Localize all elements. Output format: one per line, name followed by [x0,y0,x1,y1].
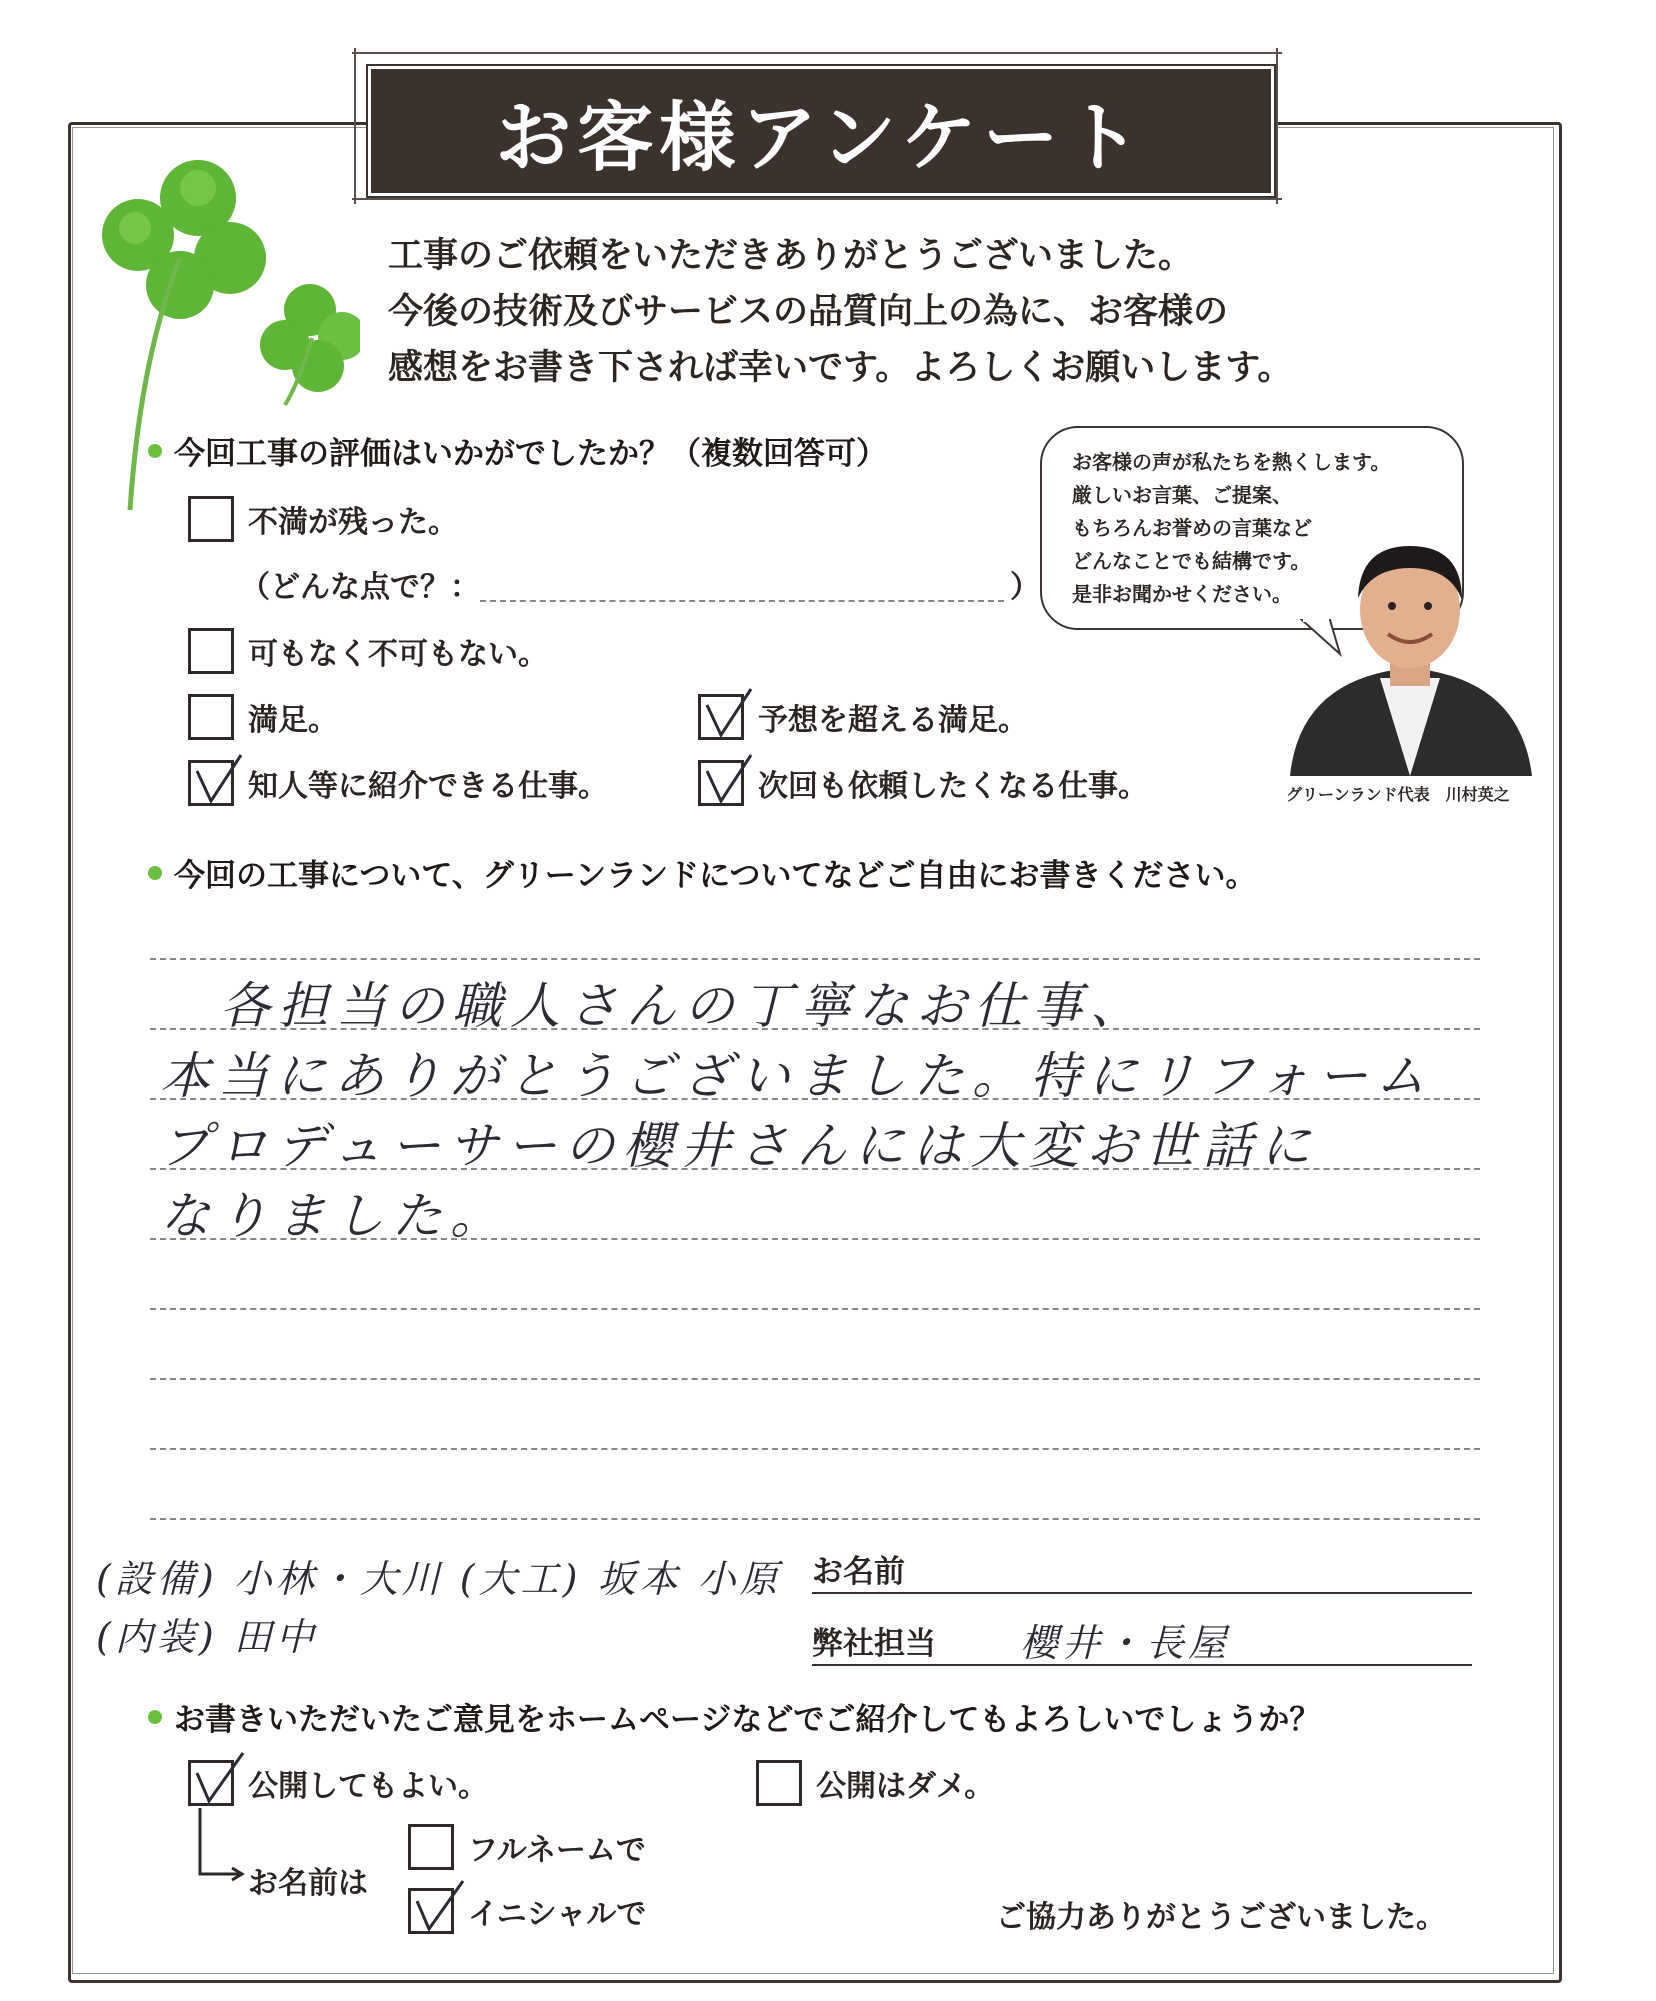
check-mark-icon [699,749,755,809]
handwritten-comment-line: 各担当の職人さんの丁寧なお仕事、 [220,977,1148,1035]
banner-sketch-line [352,52,1282,54]
handwritten-comment-line: なりました。 [160,1187,508,1245]
option-recommend[interactable] [188,760,608,806]
option-label: 次回も依頼したくなる仕事。 [758,769,1148,804]
speech-line: どんなことでも結構です。 [1072,549,1311,573]
option-label: 公開はダメ。 [816,1769,995,1804]
option-publish-ng[interactable] [756,1760,994,1806]
bullet-icon [148,1710,162,1724]
comment-line [150,1448,1480,1450]
checkbox-beyond[interactable] [698,694,744,740]
checkbox-publish-ok[interactable] [188,1760,234,1806]
name-is-text: お名前は [248,1866,368,1901]
handwritten-comment-line: プロデューサーの櫻井さんには大変お世話に [160,1117,1319,1175]
check-mark-icon [189,1749,245,1809]
speech-line: もちろんお誉めの言葉など [1072,516,1312,540]
which-point-row [240,562,480,606]
free-comment-heading-text: 今回の工事について、グリーンランドについてなどご自由にお書きください。 [174,858,1257,894]
evaluation-heading-text: 今回工事の評価はいかがでしたか？（複数回答可） [174,436,887,472]
arrow-right-icon [196,1808,246,1884]
intro-text [388,228,1448,396]
staff-label: 弊社担当 [812,1626,936,1662]
comment-line [150,958,1480,960]
thanks-label: ご協力ありがとうございました。 [996,1900,1446,1935]
title-banner [368,66,1274,196]
comment-line [150,1378,1480,1380]
comment-line [150,1308,1480,1310]
handwritten-comment-line: 本当にありがとうございました。特にリフォーム [160,1047,1434,1105]
checkbox-neutral[interactable] [188,628,234,674]
checkbox-recommend[interactable] [188,760,234,806]
option-next-time[interactable] [698,760,1148,806]
checkbox-fullname[interactable] [408,1824,454,1870]
representative-photo [1280,528,1540,776]
check-mark-icon [409,1877,465,1937]
option-dissatisfied[interactable] [188,496,458,542]
option-publish-ok[interactable] [188,1760,488,1806]
thanks-text [996,1892,1446,1936]
which-point-label: （どんな点で？： [240,570,480,605]
option-label: 可もなく不可もない。 [248,637,548,672]
option-fullname[interactable] [408,1824,646,1870]
free-comment-heading [148,850,1257,895]
checkbox-satisfied[interactable] [188,694,234,740]
comment-line [150,1518,1480,1520]
speech-line: 厳しいお言葉、ご提案、 [1072,483,1292,507]
option-beyond[interactable] [698,694,1028,740]
banner-sketch-line [1276,48,1278,204]
option-label: 満足。 [248,703,338,738]
speech-line: 是非お聞かせください。 [1072,582,1292,606]
which-point-close [1010,562,1040,606]
name-is-label [248,1858,368,1902]
checkbox-dissatisfied[interactable] [188,496,234,542]
option-label: 予想を超える満足。 [758,703,1028,738]
bullet-icon [148,444,162,458]
checkbox-publish-ng[interactable] [756,1760,802,1806]
check-mark-icon [699,683,755,743]
name-label: お名前 [812,1554,905,1590]
intro-line: 工事のご依頼をいただきありがとうございました。 [388,236,1194,276]
staff-field[interactable] [812,1614,1472,1666]
banner-sketch-line [352,198,1282,200]
handwritten-staff-note: (内装) 田中 [96,1615,318,1659]
page-title: お客様アンケート [495,92,1147,182]
option-label: 知人等に紹介できる仕事。 [248,769,608,804]
intro-line: 感想をお書き下されば幸いです。よろしくお願いします。 [388,348,1293,388]
publish-heading [148,1694,1320,1739]
evaluation-heading [148,428,887,473]
handwritten-staff-note: (設備) 小林・大川 (大工) 坂本 小原 [96,1557,782,1601]
option-satisfied[interactable] [188,694,338,740]
option-label: 公開してもよい。 [248,1769,488,1804]
option-initials[interactable] [408,1888,646,1934]
intro-line: 今後の技術及びサービスの品質向上の為に、お客様の [388,292,1229,332]
speech-line: お客様の声が私たちを熱くします。 [1072,450,1391,474]
name-field[interactable] [812,1546,1472,1594]
which-point-close-label: ） [1010,570,1040,605]
option-label: 不満が残った。 [248,505,458,540]
option-label: イニシャルで [468,1897,647,1932]
option-neutral[interactable] [188,628,548,674]
option-label: フルネームで [468,1833,646,1868]
staff-value: 櫻井・長屋 [1020,1621,1231,1665]
publish-heading-text: お書きいただいたご意見をホームページなどでご紹介してもよろしいでしょうか？ [174,1702,1321,1738]
which-point-input-line[interactable] [480,600,1004,602]
check-mark-icon [189,749,245,809]
bullet-icon [148,866,162,880]
representative-caption: グリーンランド代表 川村英之 [1286,785,1510,804]
checkbox-initials[interactable] [408,1888,454,1934]
checkbox-next-time[interactable] [698,760,744,806]
